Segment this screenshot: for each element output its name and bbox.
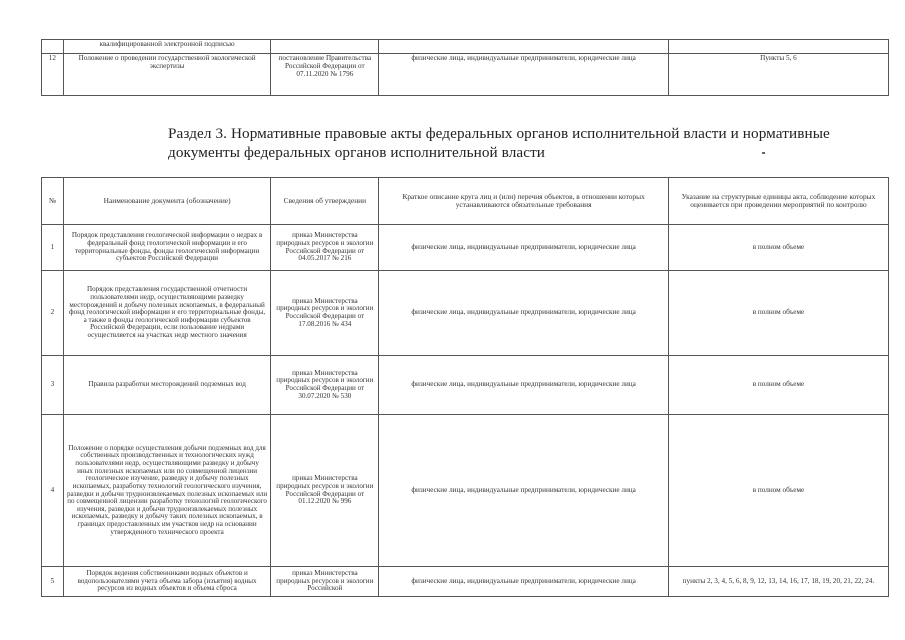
column-header-name: Наименование документа (обозначение) — [63, 178, 271, 225]
scan-mark — [762, 152, 765, 154]
structural-units: пункты 2, 3, 4, 5, 6, 8, 9, 12, 13, 14, 16, 17, 18, 19, 20, 21, 22, 24. — [668, 567, 888, 597]
table-row — [42, 567, 889, 597]
structural-units: в полном объеме — [668, 225, 888, 271]
approval-info: приказ Министерства природных ресурсов и экологии Российской Федерации от 17.08.2016 № 434 — [271, 271, 379, 356]
row-number: 4 — [42, 415, 64, 567]
row-number: 2 — [42, 271, 64, 356]
section-title: Раздел 3. Нормативные правовые акты федеральных органов исполнительной власти и нормативные документы федеральных органов исполнительной власти — [168, 125, 830, 161]
structural-units: в полном объеме — [668, 356, 888, 415]
subjects-description: физические лица, индивидуальные предприниматели, юридические лица — [379, 415, 669, 567]
structural-units: Пункты 5, 6 — [668, 54, 888, 96]
row-number: 5 — [42, 567, 64, 597]
row-number: 12 — [42, 54, 64, 96]
document-name: Правила разработки месторождений подземных вод — [63, 356, 271, 415]
approval-info: приказ Министерства природных ресурсов и экологии Российской Федерации от 01.12.2020 № 996 — [271, 415, 379, 567]
table-row — [42, 225, 889, 271]
document-name: Положение о проведении государственной экологической экспертизы — [63, 54, 271, 96]
subjects-description: физические лица, индивидуальные предприниматели, юридические лица — [379, 225, 669, 271]
approval-info — [271, 40, 379, 54]
subjects-description: физические лица, индивидуальные предприниматели, юридические лица — [379, 567, 669, 597]
table-header-row — [42, 178, 889, 225]
document-name: Порядок представления государственной отчетности пользователями недр, осуществляющими разведку месторождений и добычу полезных ископаемых, в федеральный фонд геологической информации и его территориальные фонды, а также в фонды геологической информации субъектов Российской Федерации, если пользование недрами осуществляется на участках недр местного значения — [63, 271, 271, 356]
structural-units: в полном объеме — [668, 271, 888, 356]
document-name: квалифицированной электронной подписью — [63, 40, 271, 54]
table-row — [42, 271, 889, 356]
row-number — [42, 40, 64, 54]
subjects-description — [379, 40, 669, 54]
approval-info: приказ Министерства природных ресурсов и экологии Российской — [271, 567, 379, 597]
structural-units: в полном объеме — [668, 415, 888, 567]
approval-info: постановление Правительства Российской Федерации от 07.11.2020 № 1796 — [271, 54, 379, 96]
document-name: Положение о порядке осуществления добычи подземных вод для собственных производственных и технологических нужд пользователями недр, осуществляющими разведку и добычу иных полезных ископаемых или по совмещенной лицензии геологическое изучение, разведку и добычу полезных ископаемых, разработку технологий геологического изучения, разведки и добычи трудноизвлекаемых полезных ископаемых или по совмещенной лицензии разработку технологий геологического изучения, разведки и добычи трудноизвлекаемых полезных ископаемых, разведку и добычу таких полезных ископаемых, в границах предоставленных им участков недр на основании утвержденного технического проекта — [63, 415, 271, 567]
row-number: 1 — [42, 225, 64, 271]
document-name: Порядок ведения собственниками водных объектов и водопользователями учета объема забора (изъятия) водных ресурсов из водных объектов и объема сброса — [63, 567, 271, 597]
approval-info: приказ Министерства природных ресурсов и экологии Российской Федерации от 30.07.2020 № 530 — [271, 356, 379, 415]
table-row — [42, 356, 889, 415]
structural-units — [668, 40, 888, 54]
row-number: 3 — [42, 356, 64, 415]
subjects-description: физические лица, индивидуальные предприниматели, юридические лица — [379, 356, 669, 415]
subjects-description: физические лица, индивидуальные предприниматели, юридические лица — [379, 271, 669, 356]
approval-info: приказ Министерства природных ресурсов и экологии Российской Федерации от 04.05.2017 № 216 — [271, 225, 379, 271]
document-name: Порядок представления геологической информации о недрах в федеральный фонд геологической информации и его территориальные фонды, фонды геологической информации субъектов Российской Федерации — [63, 225, 271, 271]
table-row — [42, 54, 889, 96]
column-header-description: Краткое описание круга лиц и (или) перечня объектов, в отношении которых устанавливаются обязательные требования — [379, 178, 669, 225]
top-table — [41, 39, 889, 96]
regulations-table — [41, 177, 889, 597]
subjects-description: физические лица, индивидуальные предприниматели, юридические лица — [379, 54, 669, 96]
table-row — [42, 40, 889, 54]
table-row — [42, 415, 889, 567]
column-header-approval: Сведения об утверждении — [271, 178, 379, 225]
column-header-number: № — [42, 178, 64, 225]
column-header-structural-units: Указание на структурные единицы акта, соблюдение которых оценивается при проведении мероприятий по контролю — [668, 178, 888, 225]
